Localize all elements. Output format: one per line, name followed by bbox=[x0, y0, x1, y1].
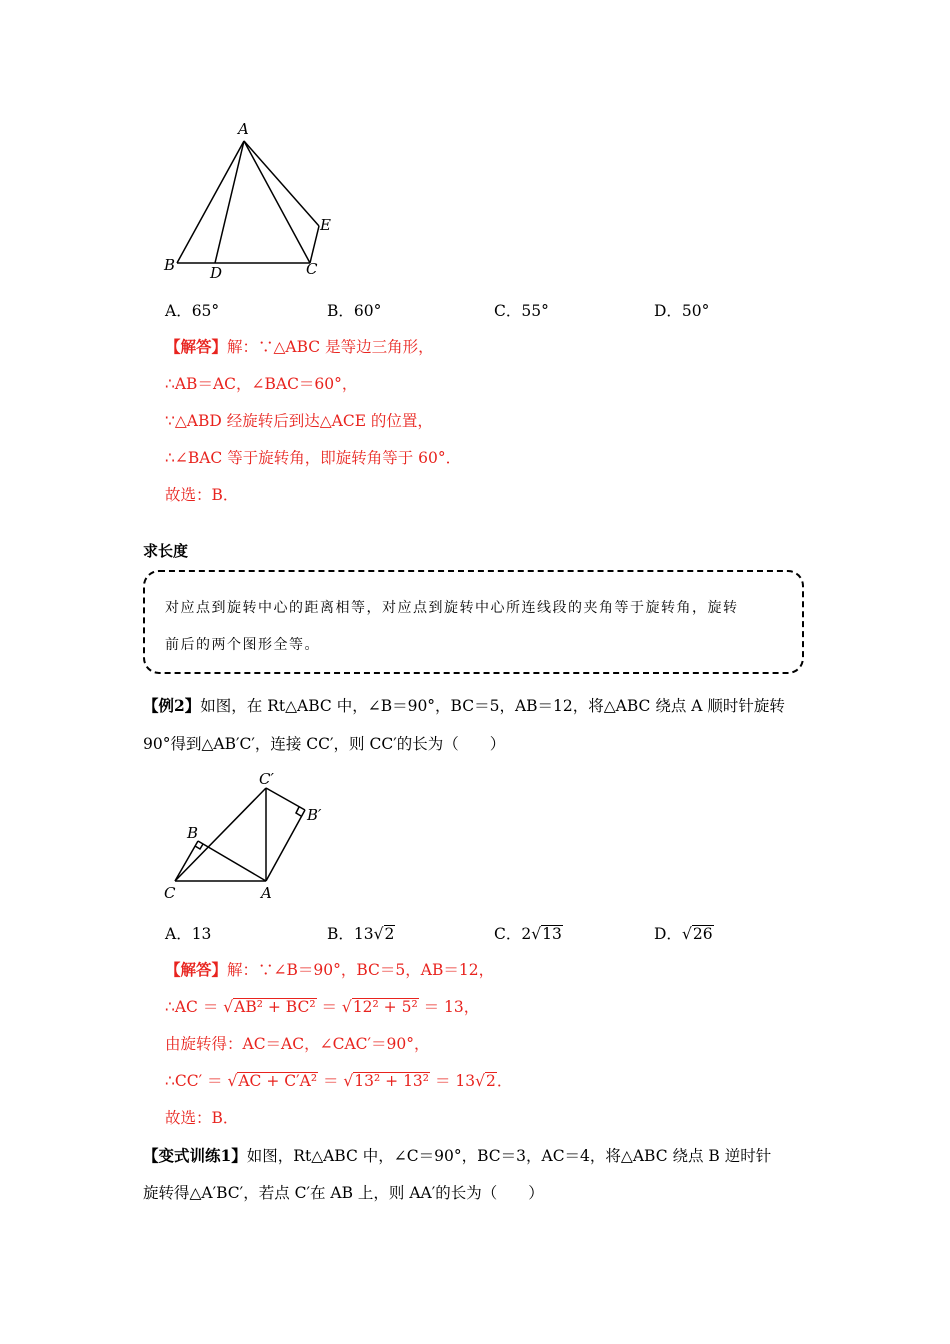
label-a: A bbox=[261, 884, 272, 902]
option-d: D．√26 bbox=[654, 925, 713, 943]
right-angle-mark-b1 bbox=[296, 807, 301, 816]
figure-triangle-abc-rotation bbox=[160, 118, 350, 283]
segment-ac bbox=[244, 141, 310, 263]
solution2-line-2: ∴AC ＝ √AB² + BC² ＝ √12² + 5² ＝ 13， bbox=[165, 998, 480, 1016]
label-c-prime: C′ bbox=[259, 770, 274, 788]
radicand: 26 bbox=[692, 925, 713, 943]
variant1-line-2: 旋转得△A′BC′，若点 C′在 AB 上，则 AA′的长为（ ） bbox=[143, 1184, 544, 1202]
label-e: E bbox=[320, 216, 331, 234]
solution-line-4: ∴∠BAC 等于旋转角，即旋转角等于 60°． bbox=[165, 449, 462, 467]
note-box bbox=[143, 570, 804, 674]
option-d: D．50° bbox=[654, 302, 710, 320]
solution2-tag: 【解答】 bbox=[165, 960, 228, 979]
option-a: A．13 bbox=[165, 925, 212, 943]
label-a: A bbox=[238, 120, 249, 138]
solution2-line-1: 【解答】解：∵∠B＝90°，BC＝5，AB＝12， bbox=[165, 960, 495, 979]
segment-b1a bbox=[266, 810, 305, 881]
variant1-line-1: 【变式训练1】如图，Rt△ABC 中，∠C＝90°，BC＝3，AC＝4，将△ABC 绕点 B 逆时针 bbox=[143, 1146, 772, 1165]
solution2-line-5: 故选：B． bbox=[165, 1109, 239, 1127]
solution2-line-3: 由旋转得：AC＝AC，∠CAC′＝90°， bbox=[165, 1035, 430, 1053]
segment-ab bbox=[177, 141, 244, 263]
label-d: D bbox=[210, 264, 223, 282]
section-title: 求长度 bbox=[143, 542, 189, 560]
option-b: B．13√2 bbox=[327, 925, 395, 943]
example2-line-1: 【例2】如图，在 Rt△ABC 中，∠B＝90°，BC＝5，AB＝12，将△ABC 绕点 A 顺时针旋转 bbox=[143, 696, 785, 715]
variant1-tag: 【变式训练1】 bbox=[143, 1146, 247, 1165]
label-b: B bbox=[187, 824, 199, 842]
option-b: B．60° bbox=[327, 302, 382, 320]
solution-line-2: ∴AB＝AC，∠BAC＝60°， bbox=[165, 375, 358, 393]
label-b: B bbox=[164, 256, 176, 274]
note-line-2: 前后的两个图形全等。 bbox=[165, 637, 320, 653]
solution-line-3: ∵△ABD 经旋转后到达△ACE 的位置， bbox=[165, 412, 433, 430]
segment-ad bbox=[215, 141, 244, 263]
label-c: C bbox=[306, 260, 318, 278]
segment-c1b1 bbox=[266, 788, 305, 810]
label-b-prime: B′ bbox=[307, 806, 322, 824]
option-c: C．2√13 bbox=[494, 925, 562, 943]
segment-ce bbox=[310, 226, 319, 263]
segment-ae bbox=[244, 141, 319, 226]
label-c: C bbox=[164, 884, 176, 902]
option-a: A．65° bbox=[165, 302, 220, 320]
solution-line-5: 故选：B． bbox=[165, 486, 239, 504]
example2-tag: 【例2】 bbox=[143, 696, 201, 715]
figure-right-triangle-rotation bbox=[155, 768, 345, 908]
radicand: 13 bbox=[542, 925, 562, 943]
solution2-line-4: ∴CC′ ＝ √AC + C′A² ＝ √13² + 13² ＝ 13√2． bbox=[165, 1072, 513, 1090]
solution-tag: 【解答】 bbox=[165, 337, 228, 356]
option-c: C．55° bbox=[494, 302, 549, 320]
note-line-1: 对应点到旋转中心的距离相等，对应点到旋转中心所连线段的夹角等于旋转角，旋转 bbox=[165, 600, 739, 616]
example2-line-2: 90°得到△AB′C′，连接 CC′，则 CC′的长为（ ） bbox=[143, 735, 506, 753]
radicand: 2 bbox=[384, 925, 395, 943]
solution-line-1: 【解答】解：∵△ABC 是等边三角形， bbox=[165, 337, 434, 356]
